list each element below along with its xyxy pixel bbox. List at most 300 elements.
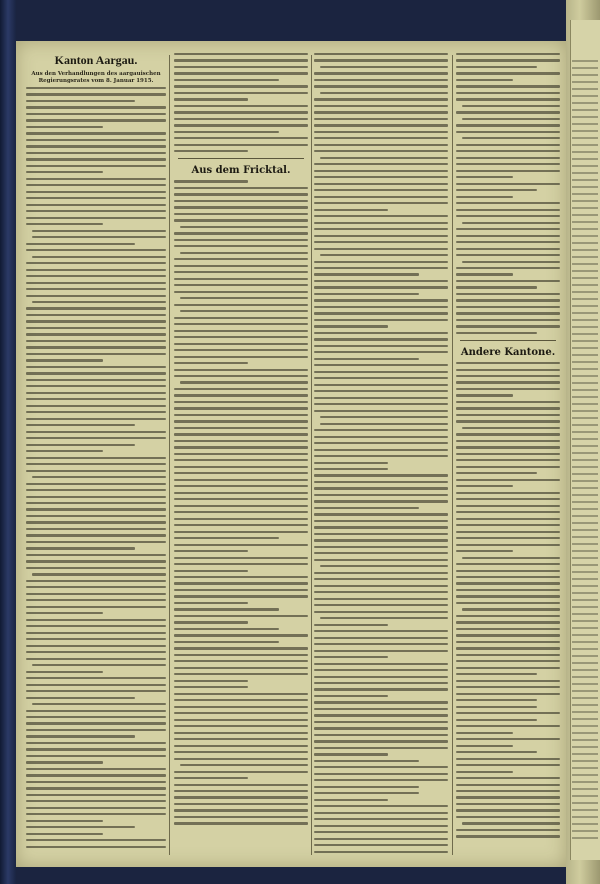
text-line xyxy=(314,825,448,827)
text-line xyxy=(174,660,308,662)
article-text-block xyxy=(174,53,308,152)
text-line xyxy=(572,627,598,629)
text-line xyxy=(174,531,308,533)
text-line xyxy=(314,676,448,678)
text-line xyxy=(26,632,166,634)
text-line xyxy=(26,307,166,309)
text-line xyxy=(572,634,598,636)
text-line xyxy=(174,745,308,747)
text-line xyxy=(314,85,448,87)
text-line xyxy=(572,802,598,804)
text-line xyxy=(456,706,537,708)
text-line xyxy=(572,550,598,552)
text-line xyxy=(26,502,166,504)
text-line xyxy=(314,714,448,716)
text-line xyxy=(456,602,560,604)
text-line xyxy=(174,686,248,688)
text-line xyxy=(572,473,598,475)
text-line xyxy=(174,150,248,152)
text-line xyxy=(314,410,448,412)
text-line xyxy=(314,559,448,561)
text-line xyxy=(314,79,448,81)
text-line xyxy=(174,641,279,643)
text-line xyxy=(314,474,448,476)
text-line xyxy=(26,645,166,647)
text-line xyxy=(174,693,308,695)
text-line xyxy=(572,172,598,174)
text-line xyxy=(174,111,308,113)
text-line xyxy=(456,485,513,487)
text-line xyxy=(572,410,598,412)
text-line xyxy=(462,137,560,139)
text-line xyxy=(26,366,166,368)
text-line xyxy=(572,816,598,818)
text-line xyxy=(26,508,166,510)
text-line xyxy=(314,286,448,288)
text-line xyxy=(314,539,448,541)
text-line xyxy=(314,235,448,237)
text-line xyxy=(174,822,308,824)
text-line xyxy=(456,293,560,295)
text-line xyxy=(462,118,560,120)
text-line xyxy=(26,275,166,277)
text-line xyxy=(26,833,103,835)
text-line xyxy=(174,375,308,377)
text-line xyxy=(174,427,308,429)
text-line xyxy=(320,254,448,256)
text-line xyxy=(314,624,388,626)
text-line xyxy=(320,416,448,418)
text-line xyxy=(26,794,166,796)
text-line xyxy=(456,511,560,513)
text-line xyxy=(572,158,598,160)
text-line xyxy=(314,319,448,321)
text-line xyxy=(174,59,308,61)
text-line xyxy=(572,578,598,580)
text-line xyxy=(26,100,135,102)
text-line xyxy=(456,835,560,837)
text-line xyxy=(572,221,598,223)
text-line xyxy=(314,838,448,840)
text-line xyxy=(174,732,308,734)
text-line xyxy=(456,92,560,94)
text-line xyxy=(174,118,308,120)
text-line xyxy=(174,206,308,208)
text-line xyxy=(174,219,308,221)
text-line xyxy=(456,725,560,727)
text-line xyxy=(314,358,419,360)
text-line xyxy=(320,617,448,619)
text-line xyxy=(174,777,248,779)
text-line xyxy=(572,641,598,643)
text-line xyxy=(456,505,560,507)
text-line xyxy=(572,732,598,734)
text-line xyxy=(174,137,308,139)
text-line xyxy=(456,654,560,656)
text-line xyxy=(314,436,448,438)
text-line xyxy=(26,813,166,815)
text-line xyxy=(456,524,560,526)
text-line xyxy=(26,145,166,147)
text-line xyxy=(572,368,598,370)
text-line xyxy=(174,712,308,714)
text-line xyxy=(174,284,308,286)
text-line xyxy=(572,389,598,391)
text-line xyxy=(456,420,560,422)
text-line xyxy=(26,547,135,549)
text-line xyxy=(174,453,308,455)
text-line xyxy=(174,667,308,669)
text-line xyxy=(174,317,308,319)
text-line xyxy=(174,628,279,630)
text-line xyxy=(456,673,537,675)
text-line xyxy=(456,59,560,61)
text-line xyxy=(174,85,308,87)
text-line xyxy=(174,479,308,481)
text-line xyxy=(572,606,598,608)
text-line xyxy=(26,385,166,387)
text-line xyxy=(174,420,308,422)
text-line xyxy=(26,372,166,374)
text-line xyxy=(174,271,308,273)
text-line xyxy=(174,131,279,133)
text-line xyxy=(456,433,560,435)
text-line xyxy=(572,417,598,419)
text-line xyxy=(456,809,560,811)
text-line xyxy=(572,438,598,440)
text-line xyxy=(572,186,598,188)
text-line xyxy=(174,239,308,241)
text-line xyxy=(572,333,598,335)
article-text-block xyxy=(174,180,308,824)
text-line xyxy=(26,197,166,199)
text-line xyxy=(572,249,598,251)
text-line xyxy=(26,139,166,141)
text-line xyxy=(456,157,560,159)
text-line xyxy=(26,223,103,225)
text-line xyxy=(314,455,448,457)
text-line xyxy=(320,423,448,425)
article-text-block xyxy=(26,87,166,848)
text-line xyxy=(26,204,166,206)
text-line xyxy=(314,364,448,366)
text-line xyxy=(26,541,166,543)
text-line xyxy=(314,241,448,243)
text-line xyxy=(174,200,308,202)
section-divider xyxy=(178,158,304,159)
text-line xyxy=(314,727,448,729)
text-line xyxy=(456,719,537,721)
column-3 xyxy=(314,53,448,858)
text-line xyxy=(314,371,448,373)
text-line xyxy=(180,764,308,766)
text-line xyxy=(26,755,166,757)
text-line xyxy=(26,534,166,536)
text-line xyxy=(26,314,166,316)
text-line xyxy=(26,774,166,776)
text-line xyxy=(174,803,308,805)
text-line xyxy=(572,102,598,104)
text-line xyxy=(456,66,537,68)
text-line xyxy=(26,340,166,342)
text-line xyxy=(174,524,308,526)
text-line xyxy=(314,663,448,665)
text-line xyxy=(174,144,308,146)
text-line xyxy=(174,608,279,610)
text-line xyxy=(26,437,166,439)
text-line xyxy=(320,157,448,159)
text-line xyxy=(26,178,166,180)
text-line xyxy=(314,637,448,639)
text-line xyxy=(456,453,560,455)
text-line xyxy=(314,131,448,133)
text-line xyxy=(174,498,308,500)
text-line xyxy=(314,72,448,74)
text-line xyxy=(572,823,598,825)
text-line xyxy=(456,202,560,204)
text-line xyxy=(26,93,166,95)
text-line xyxy=(572,305,598,307)
text-line xyxy=(314,734,448,736)
text-line xyxy=(314,351,448,353)
text-line xyxy=(456,537,560,539)
text-line xyxy=(174,362,248,364)
text-line xyxy=(26,470,166,472)
text-line xyxy=(572,529,598,531)
text-line xyxy=(456,459,560,461)
text-line xyxy=(314,773,448,775)
text-line xyxy=(174,336,308,338)
text-line xyxy=(26,431,166,433)
section-divider xyxy=(460,340,556,341)
text-line xyxy=(314,312,448,314)
text-line xyxy=(314,481,448,483)
text-line xyxy=(174,407,308,409)
text-line xyxy=(572,263,598,265)
text-line xyxy=(26,781,166,783)
text-line xyxy=(572,837,598,839)
text-line xyxy=(314,513,448,515)
book-binding xyxy=(0,0,16,884)
text-line xyxy=(32,573,166,575)
text-line xyxy=(174,446,308,448)
text-line xyxy=(456,777,560,779)
text-line xyxy=(456,628,560,630)
text-line xyxy=(174,550,248,552)
text-line xyxy=(572,179,598,181)
text-line xyxy=(572,760,598,762)
text-line xyxy=(456,472,537,474)
text-line xyxy=(180,381,308,383)
text-line xyxy=(456,680,560,682)
text-line xyxy=(456,228,560,230)
text-line xyxy=(572,95,598,97)
text-line xyxy=(314,747,448,749)
text-line xyxy=(174,634,308,636)
text-line xyxy=(456,660,560,662)
text-line xyxy=(456,693,560,695)
text-line xyxy=(314,462,388,464)
text-line xyxy=(26,418,166,420)
text-line xyxy=(456,183,560,185)
text-line xyxy=(456,286,537,288)
text-line xyxy=(174,602,248,604)
text-line xyxy=(572,830,598,832)
text-line xyxy=(26,697,135,699)
text-line xyxy=(572,718,598,720)
text-line xyxy=(572,592,598,594)
text-line xyxy=(174,582,308,584)
text-line xyxy=(314,196,448,198)
column-2 xyxy=(174,53,308,858)
text-line xyxy=(572,123,598,125)
text-line xyxy=(174,595,308,597)
text-line xyxy=(314,487,448,489)
text-line xyxy=(572,137,598,139)
text-line xyxy=(456,582,560,584)
text-line xyxy=(456,388,560,390)
text-line xyxy=(174,654,308,656)
text-line xyxy=(456,170,560,172)
text-line xyxy=(456,85,560,87)
text-line xyxy=(26,171,103,173)
text-line xyxy=(26,716,166,718)
text-line xyxy=(174,485,308,487)
text-line xyxy=(174,680,248,682)
text-line xyxy=(572,445,598,447)
text-line xyxy=(456,407,560,409)
text-line xyxy=(26,651,166,653)
text-line xyxy=(314,598,448,600)
text-line xyxy=(572,340,598,342)
text-line xyxy=(456,98,560,100)
text-line xyxy=(456,150,560,152)
text-line xyxy=(26,768,166,770)
column-rule xyxy=(452,55,453,855)
text-line xyxy=(174,518,308,520)
text-line xyxy=(174,706,308,708)
text-line xyxy=(174,738,308,740)
text-line xyxy=(174,557,308,559)
text-line xyxy=(32,236,166,238)
text-line xyxy=(572,767,598,769)
text-line xyxy=(174,232,308,234)
newspaper-page xyxy=(16,41,566,867)
text-line xyxy=(314,721,448,723)
text-line xyxy=(314,812,448,814)
text-line xyxy=(572,704,598,706)
text-line xyxy=(572,690,598,692)
text-line xyxy=(572,88,598,90)
text-line xyxy=(26,158,166,160)
text-line xyxy=(456,576,560,578)
text-line xyxy=(456,144,560,146)
text-line xyxy=(174,576,308,578)
text-line xyxy=(174,369,308,371)
text-line xyxy=(314,520,448,522)
text-line xyxy=(314,708,448,710)
text-line xyxy=(456,254,560,256)
column-rule xyxy=(169,55,170,855)
text-line xyxy=(314,500,448,502)
text-line xyxy=(572,228,598,230)
text-line xyxy=(174,790,308,792)
text-line xyxy=(456,699,537,701)
text-line xyxy=(456,414,560,416)
text-line xyxy=(572,459,598,461)
text-line xyxy=(26,411,166,413)
text-line xyxy=(572,312,598,314)
text-line xyxy=(572,151,598,153)
text-line xyxy=(174,699,308,701)
text-line xyxy=(26,210,166,212)
text-line xyxy=(572,256,598,258)
text-line xyxy=(174,719,308,721)
text-line xyxy=(314,760,419,762)
text-line xyxy=(26,191,166,193)
text-line xyxy=(26,113,166,115)
text-line xyxy=(26,528,166,530)
text-line xyxy=(26,119,166,121)
text-line xyxy=(456,325,560,327)
text-line xyxy=(314,805,448,807)
text-line xyxy=(572,319,598,321)
text-line xyxy=(26,165,166,167)
text-line xyxy=(314,591,448,593)
text-line xyxy=(462,261,560,263)
text-line xyxy=(456,570,560,572)
text-line xyxy=(456,196,513,198)
text-line xyxy=(314,779,448,781)
text-line xyxy=(314,384,448,386)
text-line xyxy=(572,298,598,300)
text-line xyxy=(174,245,308,247)
text-line xyxy=(314,325,388,327)
text-line xyxy=(174,647,308,649)
text-line xyxy=(174,258,308,260)
text-line xyxy=(314,105,448,107)
text-line xyxy=(572,781,598,783)
text-line xyxy=(314,851,448,853)
text-line xyxy=(314,59,448,61)
text-line xyxy=(572,487,598,489)
text-line xyxy=(572,809,598,811)
text-line xyxy=(26,567,166,569)
text-line xyxy=(572,60,598,62)
text-line xyxy=(572,375,598,377)
text-line xyxy=(572,795,598,797)
text-line xyxy=(314,228,448,230)
text-line xyxy=(314,799,388,801)
article-text-block xyxy=(456,362,560,838)
text-line xyxy=(572,67,598,69)
text-line xyxy=(456,686,560,688)
text-line xyxy=(572,291,598,293)
text-line xyxy=(314,267,448,269)
text-line xyxy=(456,771,513,773)
text-line xyxy=(572,697,598,699)
text-line xyxy=(314,163,448,165)
text-line xyxy=(456,79,513,81)
text-line xyxy=(314,53,448,55)
section-title-aargau: Kanton Aargau. xyxy=(54,53,138,67)
text-line xyxy=(26,690,166,692)
text-line xyxy=(314,176,448,178)
text-line xyxy=(572,361,598,363)
text-line xyxy=(456,394,513,396)
text-line xyxy=(314,786,419,788)
text-line xyxy=(456,615,560,617)
